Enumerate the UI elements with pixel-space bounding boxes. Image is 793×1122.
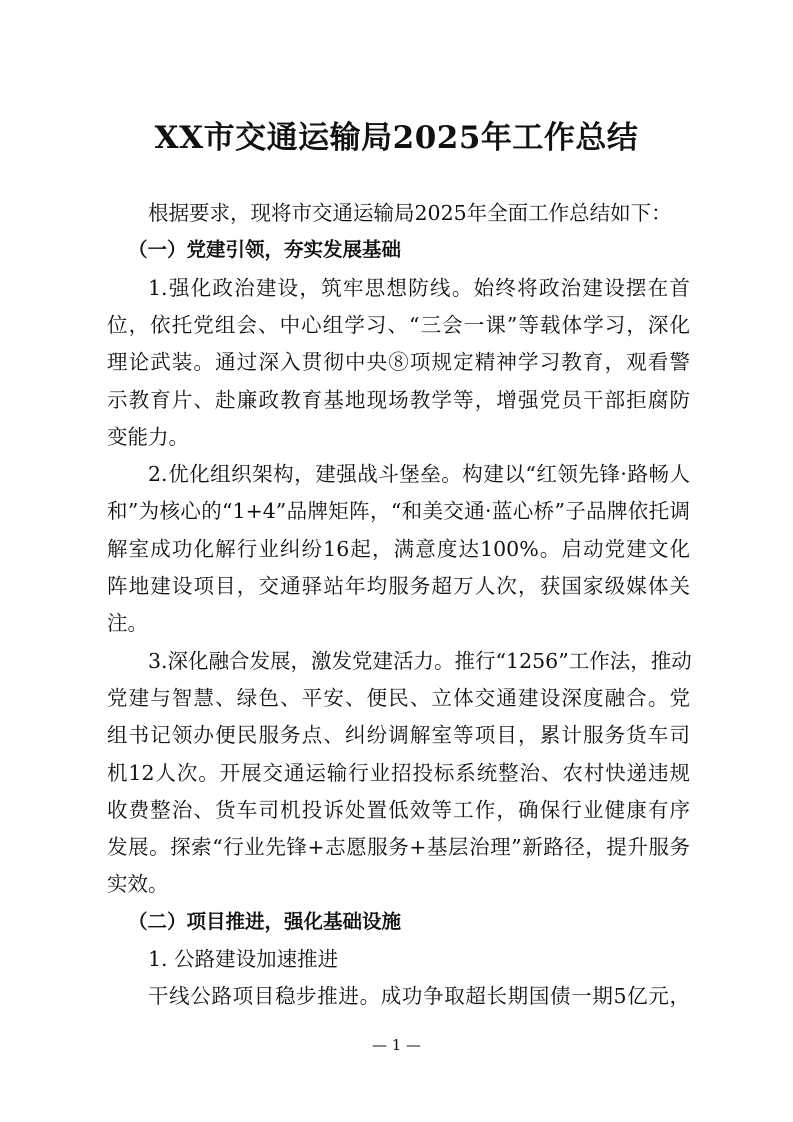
page-number: — 1 — [371,1036,422,1054]
text-line: 机12人次。开展交通运输行业招投标系统整治、农村快递违规 [107,760,690,785]
section-heading: （二）项目推进，强化基础设施 [128,909,402,933]
text-line: 1.强化政治建设，筑牢思想防线。始终将政治建设摆在首 [148,275,690,300]
text-line: 干线公路项目稳步推进。成功争取超长期国债一期5亿元， [148,984,690,1009]
text-line: 收费整治、货车司机投诉处置低效等工作，确保行业健康有序 [107,797,690,822]
text-line: 理论武装。通过深入贯彻中央⑧项规定精神学习教育，观看警 [107,350,690,375]
text-line: 党建与智慧、绿色、平安、便民、立体交通建设深度融合。党 [107,685,690,710]
text-line: 位，依托党组会、中心组学习、“三会一课”等载体学习，深化 [107,312,690,337]
text-line: 阵地建设项目，交通驿站年均服务超万人次，获国家级媒体关 [107,574,690,598]
section-heading: （一）党建引领，夯实发展基础 [128,238,402,262]
text-line: 变能力。 [107,424,189,449]
document-title: XX市交通运输局2025年工作总结 [154,120,639,156]
text-line: 注。 [107,611,148,636]
text-line: 2.优化组织架构，建强战斗堡垒。构建以“红领先锋·路畅人 [148,462,690,487]
text-line: 根据要求，现将市交通运输局2025年全面工作总结如下： [148,201,672,225]
text-line: 示教育片、赴廉政教育基地现场教学等，增强党员干部拒腐防 [107,387,690,412]
text-line: 和”为核心的“1+4”品牌矩阵，“和美交通·蓝心桥”子品牌依托调 [107,499,690,524]
text-line: 实效。 [107,872,169,897]
text-line: 发展。探索“行业先锋+志愿服务+基层治理”新路径，提升服务 [107,835,690,860]
text-line: 3.深化融合发展，激发党建活力。推行“1256”工作法，推动 [148,648,692,673]
text-line: 1. 公路建设加速推进 [148,947,339,971]
text-line: 组书记领办便民服务点、纠纷调解室等项目，累计服务货车司 [107,723,690,748]
text-line: 解室成功化解行业纠纷16起，满意度达100%。启动党建文化 [107,536,690,561]
